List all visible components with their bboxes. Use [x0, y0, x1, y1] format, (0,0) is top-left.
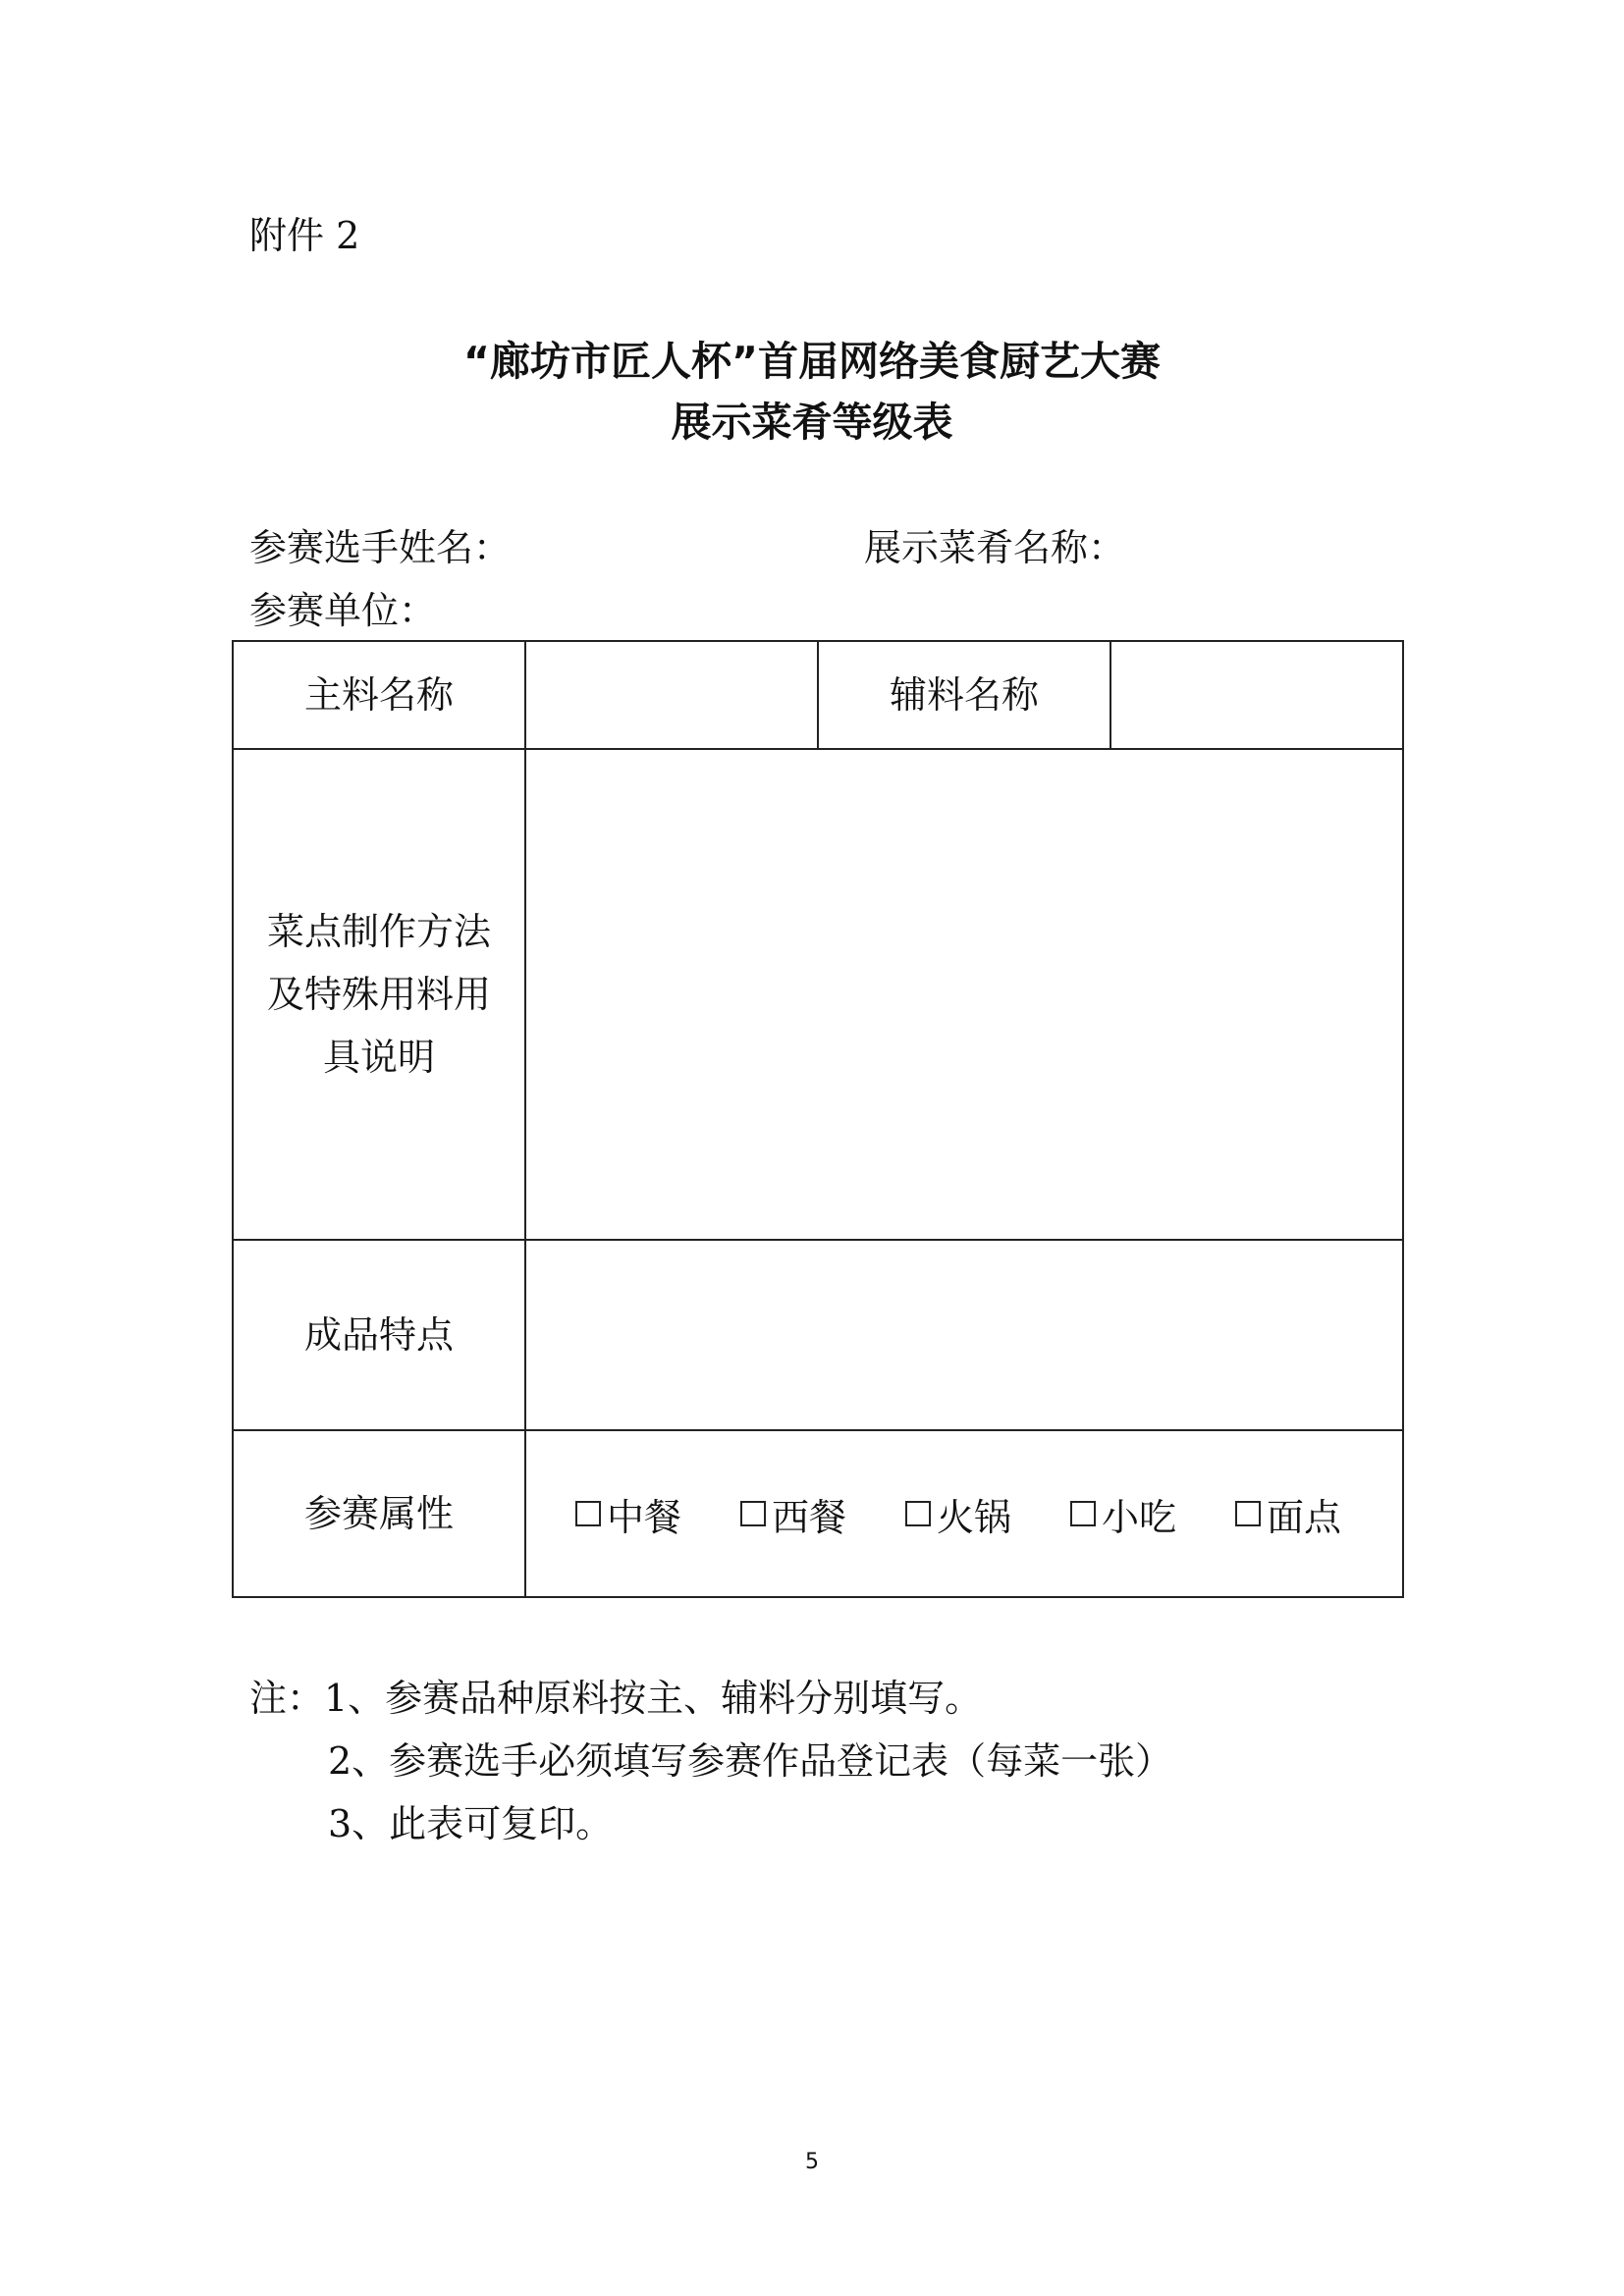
option-western[interactable]: [740, 1487, 905, 1541]
ingredient-row: [233, 641, 1403, 749]
page-number: 5: [805, 2150, 819, 2174]
contestant-name-label: 参赛选手姓名：: [249, 526, 512, 569]
method-label-line: 菜点制作方法: [266, 910, 491, 953]
option-hotpot[interactable]: [905, 1487, 1070, 1541]
features-label: 成品特点: [233, 1240, 525, 1430]
category-label: 参赛属性: [233, 1430, 525, 1597]
checkbox-icon[interactable]: [1235, 1501, 1261, 1526]
dish-name-label: 展示菜肴名称：: [864, 526, 1126, 569]
main-ingredient-label: 主料名称: [233, 641, 525, 749]
method-row: [233, 749, 1403, 1240]
document-subtitle: 展示菜肴等级表: [671, 399, 953, 446]
attachment-label: 附件 2: [249, 214, 360, 257]
features-row: [233, 1240, 1403, 1430]
method-label-line: 及特殊用料用: [266, 973, 491, 1016]
aux-ingredient-label: 辅料名称: [818, 641, 1110, 749]
option-pastry[interactable]: [1235, 1487, 1400, 1541]
method-cell[interactable]: [525, 749, 1403, 1240]
notes: [249, 1667, 1172, 1855]
option-label: 小吃: [1102, 1495, 1177, 1539]
checkbox-icon[interactable]: [1070, 1501, 1096, 1526]
note-line: 注：1、参赛品种原料按主、辅料分别填写。: [249, 1677, 983, 1720]
option-label: 火锅: [937, 1495, 1012, 1539]
option-chinese[interactable]: [575, 1487, 740, 1541]
checkbox-icon[interactable]: [905, 1501, 931, 1526]
aux-ingredient-cell[interactable]: [1110, 641, 1403, 749]
option-label: 中餐: [607, 1495, 682, 1539]
registration-table: [232, 640, 1404, 1598]
note-line: 2、参赛选手必须填写参赛作品登记表（每菜一张）: [328, 1739, 1173, 1783]
note-line: 3、此表可复印。: [328, 1802, 614, 1845]
category-row: [233, 1430, 1403, 1597]
document-title: “廊坊市匠人杯”首届网络美食厨艺大赛: [463, 338, 1161, 385]
option-snack[interactable]: [1070, 1487, 1235, 1541]
option-label: 西餐: [772, 1495, 847, 1539]
method-label-line: 具说明: [322, 1036, 435, 1079]
features-cell[interactable]: [525, 1240, 1403, 1430]
category-options: [526, 1487, 1402, 1541]
unit-label: 参赛单位：: [249, 589, 437, 632]
main-ingredient-cell[interactable]: [525, 641, 818, 749]
method-label: [233, 749, 525, 1240]
option-label: 面点: [1267, 1495, 1342, 1539]
checkbox-icon[interactable]: [575, 1501, 601, 1526]
checkbox-icon[interactable]: [740, 1501, 766, 1526]
category-options-cell: [525, 1430, 1403, 1597]
